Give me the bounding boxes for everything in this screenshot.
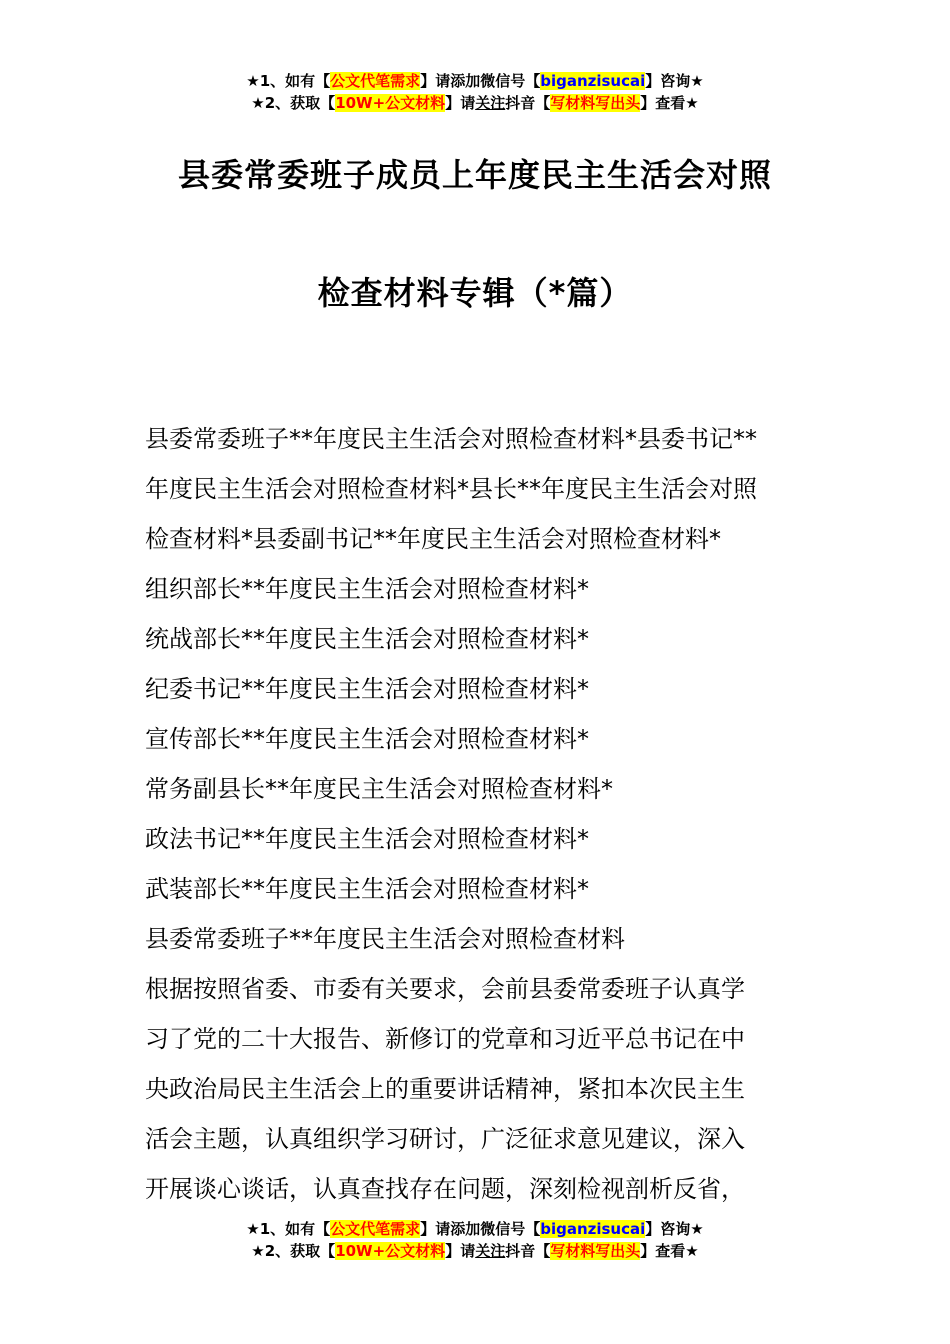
banner-text: 】查看★ bbox=[640, 1242, 699, 1260]
banner-highlight: 公文代笔需求 bbox=[330, 1220, 421, 1238]
toc-line: 组织部长**年度民主生活会对照检查材料* bbox=[145, 575, 589, 603]
paragraph-line: 开展谈心谈话，认真查找存在问题，深刻检视剖析反省， bbox=[145, 1175, 745, 1203]
banner-highlight: 公文代笔需求 bbox=[330, 72, 421, 90]
banner-text: 】查看★ bbox=[640, 94, 699, 112]
wechat-id-link[interactable]: biganzisucai bbox=[540, 1220, 646, 1238]
paragraph-line: 央政治局民主生活会上的重要讲话精神，紧扣本次民主生 bbox=[145, 1075, 745, 1103]
toc-line: 县委常委班子**年度民主生活会对照检查材料*县委书记** bbox=[145, 425, 757, 453]
toc-line: 纪委书记**年度民主生活会对照检查材料* bbox=[145, 675, 589, 703]
footer-banner bbox=[0, 1218, 950, 1262]
banner-text: ★2、获取【 bbox=[251, 94, 336, 112]
wechat-id-link[interactable]: biganzisucai bbox=[540, 72, 646, 90]
document-title-line-1: 县委常委班子成员上年度民主生活会对照 bbox=[177, 156, 772, 194]
banner-text: 】请 bbox=[445, 94, 476, 112]
banner-text: 】咨询★ bbox=[645, 72, 704, 90]
document-title-line-2: 检查材料专辑（*篇） bbox=[317, 274, 633, 312]
banner-text: 关注 bbox=[475, 94, 506, 112]
banner-highlight: 10W+公文材料 bbox=[335, 94, 446, 112]
banner-highlight: 写材料写出头 bbox=[550, 1242, 641, 1260]
banner-text: 抖音【 bbox=[505, 1242, 551, 1260]
paragraph-line: 根据按照省委、市委有关要求，会前县委常委班子认真学 bbox=[145, 975, 745, 1003]
banner-text: ★1、如有【 bbox=[246, 72, 331, 90]
toc-line: 年度民主生活会对照检查材料*县长**年度民主生活会对照 bbox=[145, 475, 757, 503]
document-body bbox=[145, 414, 807, 1214]
banner-text: 】请 bbox=[445, 1242, 476, 1260]
banner-text: 关注 bbox=[475, 1242, 506, 1260]
toc-line: 检查材料*县委副书记**年度民主生活会对照检查材料* bbox=[145, 525, 721, 553]
toc-line: 常务副县长**年度民主生活会对照检查材料* bbox=[145, 775, 613, 803]
paragraph-line: 习了党的二十大报告、新修订的党章和习近平总书记在中 bbox=[145, 1025, 745, 1053]
banner-line-2 bbox=[0, 92, 950, 114]
toc-line: 统战部长**年度民主生活会对照检查材料* bbox=[145, 625, 589, 653]
section-heading: 县委常委班子**年度民主生活会对照检查材料 bbox=[145, 925, 625, 953]
banner-text: ★2、获取【 bbox=[251, 1242, 336, 1260]
banner-highlight: 写材料写出头 bbox=[550, 94, 641, 112]
banner-text: 】请添加微信号【 bbox=[420, 1220, 541, 1238]
banner-text: 】请添加微信号【 bbox=[420, 72, 541, 90]
banner-line-1 bbox=[0, 1218, 950, 1240]
banner-text: ★1、如有【 bbox=[246, 1220, 331, 1238]
toc-line: 政法书记**年度民主生活会对照检查材料* bbox=[145, 825, 589, 853]
toc-line: 武装部长**年度民主生活会对照检查材料* bbox=[145, 875, 589, 903]
header-banner bbox=[0, 70, 950, 114]
banner-line-2 bbox=[0, 1240, 950, 1262]
paragraph-line: 活会主题，认真组织学习研讨，广泛征求意见建议，深入 bbox=[145, 1125, 745, 1153]
banner-text: 抖音【 bbox=[505, 94, 551, 112]
banner-text: 】咨询★ bbox=[645, 1220, 704, 1238]
toc-line: 宣传部长**年度民主生活会对照检查材料* bbox=[145, 725, 589, 753]
banner-highlight: 10W+公文材料 bbox=[335, 1242, 446, 1260]
banner-line-1 bbox=[0, 70, 950, 92]
